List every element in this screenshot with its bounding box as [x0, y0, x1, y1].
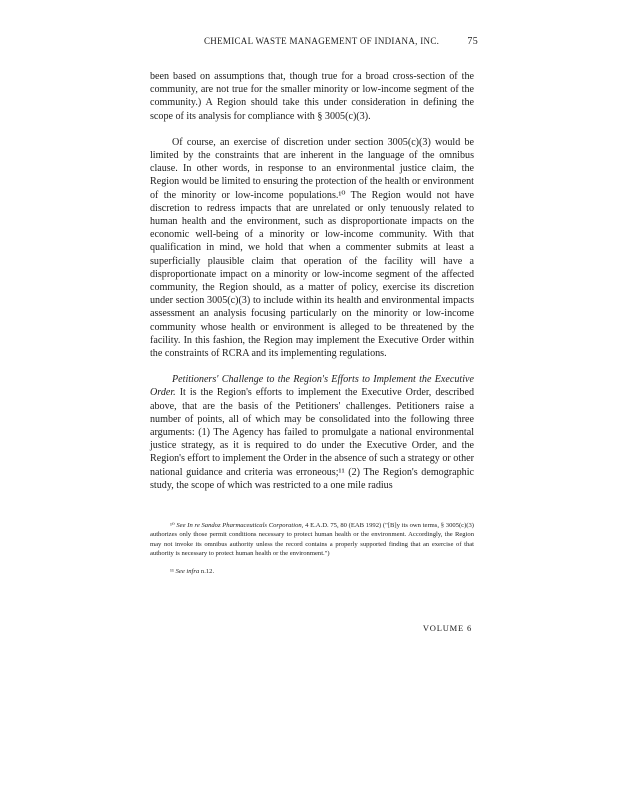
footnote-marker: ¹¹ [170, 567, 174, 575]
body-text [150, 70, 474, 492]
paragraph-petitioners-challenge [150, 373, 474, 492]
section-heading: Petitioners' Challenge to the Region's Efforts to Implement the Executive Order. [150, 374, 474, 399]
footnote-11 [150, 567, 474, 576]
page-header [160, 36, 478, 50]
footnote-text: 4 E.A.D. 75, 80 (EAB 1992) ("[B]y its own terms, § 3005(c)(3) authorizes only those permit conditions necessary to protect human health or the environment. Accordingly, the Region may not invoke its omnibus authority unless the record contains a properly supported finding that an exercise of that authority is necessary to protect human health or the environment.") [150, 522, 474, 558]
footnote-marker: ¹⁰ [170, 522, 175, 529]
volume-footer: VOLUME 6 [422, 623, 472, 633]
paragraph-continued: been based on assumptions that, though true for a broad cross-section of the community, are not true for the smaller minority or low-income segment of the community.) A Region should take this under consideration in defining the scope of its analysis for compliance with § 3005(c)(3). [150, 71, 474, 122]
footnote-10 [150, 521, 474, 559]
running-head: CHEMICAL WASTE MANAGEMENT OF INDIANA, INC. [204, 36, 440, 46]
page-number: 75 [467, 36, 478, 47]
footnote-text: n.12. [199, 567, 215, 575]
footnotes [150, 521, 474, 584]
paragraph-petitioners-text: It is the Region's efforts to implement the Executive Order, described above, that are the basis of the Petitioners' challenges. Petitioners raise a number of points, all of which may be consolidated into the following three arguments: (1) The Agency has failed to promulgate a national environmental justice strategy, as it is required to do under the Executive Order, and the Region's effort to implement the Order in the absence of such a strategy or other national guidance and criteria was erroneous;¹¹ (2) The Region's demographic study, the scope of which was restricted to a one mile radius [150, 387, 474, 491]
footnote-citation: See In re Sandoz Pharmaceuticals Corporation, [176, 522, 304, 529]
footnote-citation: See infra [175, 567, 200, 575]
paragraph-discretion: Of course, an exercise of discretion under section 3005(c)(3) would be limited by the constraints that are inherent in the language of the omnibus clause. In other words, in response to an environmental justice claim, the Region would be limited to ensuring the protection of the health or environment of the minority or low-income populations.¹⁰ The Region would not have discretion to redress impacts that are unrelated or only tenuously related to human health and the environment, such as disproportionate impacts on the economic well-being of a minority or low-income community. With that qualification in mind, we hold that when a commenter submits at least a superficially plausible claim that operation of the facility will have a disproportionate impact on a minority or low-income segment of the affected community, the Region should, as a matter of policy, exercise its discretion under section 3005(c)(3) to include within its health and environmental impacts assessment an analysis focusing particularly on the minority or low-income community whose health or environment is alleged to be threatened by the facility. In this fashion, the Region may implement the Executive Order within the constraints of RCRA and its implementing regulations. [150, 136, 474, 360]
